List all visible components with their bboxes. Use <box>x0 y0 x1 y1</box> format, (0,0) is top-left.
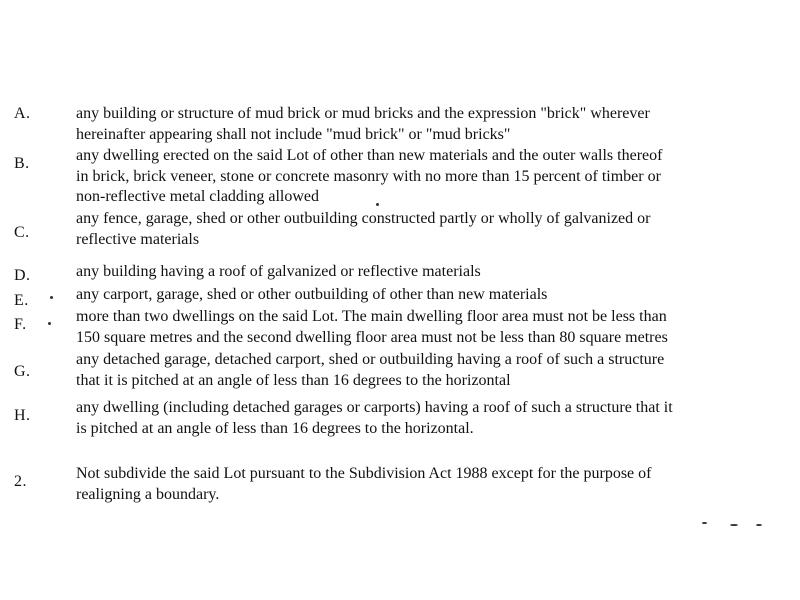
clause-marker: D. <box>14 267 31 284</box>
clause-line: 150 square metres and the second dwelling floor area must not be less than 80 square metres <box>76 328 668 346</box>
scan-speck <box>48 322 51 325</box>
clause-marker: F. <box>14 316 27 333</box>
clause-line: any fence, garage, shed or other outbuilding constructed partly or wholly of galvanized or <box>76 210 651 227</box>
clause-marker: C. <box>14 224 30 241</box>
scan-speck <box>376 203 379 206</box>
clause-text <box>76 350 781 391</box>
clause-text <box>76 464 781 505</box>
clause-line: any dwelling (including detached garages or carports) having a roof of such a structure that it <box>76 399 673 416</box>
clause-text <box>76 398 781 439</box>
clause-line: is pitched at an angle of less than 16 degrees to the horizontal. <box>76 419 474 437</box>
clause-marker: H. <box>14 407 31 424</box>
scan-speck <box>730 524 738 526</box>
clause-line: any carport, garage, shed or other outbuilding of other than new materials <box>76 286 548 303</box>
clause-marker: A. <box>14 105 31 122</box>
clause-line: any building having a roof of galvanized or reflective materials <box>76 263 481 280</box>
clause-line: non-reflective metal cladding allowed <box>76 188 320 205</box>
clause-line: more than two dwellings on the said Lot. The main dwelling floor area must not be less than <box>76 308 667 325</box>
clause-line: in brick, brick veneer, stone or concrete masonry with no more than 15 percent of timber or <box>76 167 661 185</box>
clause-line: that it is pitched at an angle of less than 16 degrees to the horizontal <box>76 371 511 389</box>
clause-text <box>76 285 781 306</box>
clause-text <box>76 209 781 250</box>
scan-speck <box>50 296 53 299</box>
clause-line: any building or structure of mud brick or mud bricks and the expression "brick" wherever <box>76 105 650 122</box>
clause-line: reflective materials <box>76 230 200 248</box>
clause-text <box>76 307 781 348</box>
clause-line: realigning a boundary. <box>76 485 220 503</box>
clause-text <box>76 262 781 283</box>
scan-speck <box>702 522 707 524</box>
clause-marker: E. <box>14 292 29 309</box>
clause-line: hereinafter appearing shall not include "mud brick" or "mud bricks" <box>76 125 511 143</box>
scan-speck <box>756 524 762 526</box>
clause-line: any dwelling erected on the said Lot of other than new materials and the outer walls thereof <box>76 147 663 164</box>
clause-marker: B. <box>14 155 30 172</box>
clause-text <box>76 146 781 208</box>
clause-marker: G. <box>14 363 31 380</box>
clause-line: Not subdivide the said Lot pursuant to the Subdivision Act 1988 except for the purpose of <box>76 465 652 482</box>
clause-line: any detached garage, detached carport, shed or outbuilding having a roof of such a structure <box>76 351 665 368</box>
clause-text <box>76 104 781 145</box>
clause-marker: 2. <box>14 473 27 490</box>
